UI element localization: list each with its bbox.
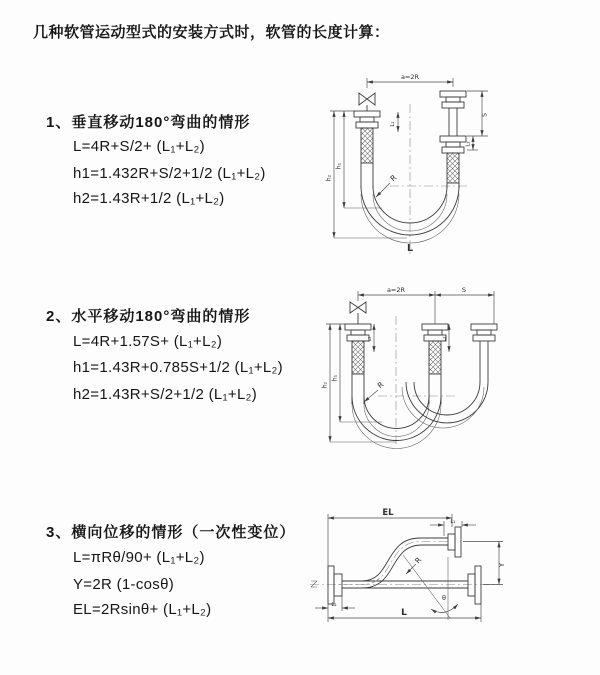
d2-dim-label-l1: L₁ [366,336,373,342]
section-3-heading: 3、横向位移的情形（一次性变位） [46,524,296,541]
section-3-formula-l: L=πRθ/90+ (L₁+L₂) [73,549,205,566]
d3-centerline-break-mark [311,581,317,587]
section-2-formula-h2: h2=1.43R+S/2+1/2 (L₁+L₂) [73,386,258,403]
d1-valve-icon [359,93,375,111]
section-3-formula-y: Y=2R (1-cosθ) [73,576,175,593]
d1-dim-label-l1: L₁ [390,121,396,127]
d2-dim-label-a2r: a=2R [386,286,406,294]
page-title: 几种软管运动型式的安装方式时，软管的长度计算： [33,24,390,41]
d3-hose-assembly [328,527,481,620]
d2-braid-left [352,341,364,374]
d2-braid-middle [429,341,441,374]
d1-dim-label-s: S [481,113,489,117]
d3-angle-label: θ [442,594,446,602]
d3-dim-label-l2: L₂ [331,602,337,608]
d2-dim-label-l2: L₂ [441,336,448,342]
d1-braid-right [447,153,459,183]
section-1-heading: 1、垂直移动180°弯曲的情形 [46,114,251,131]
d3-dim-label-y: Y [498,562,506,568]
d2-dim-label-s: S [461,286,467,294]
section-1-formula-h1: h1=1.432R+S/2+1/2 (L₁+L₂) [73,165,266,182]
d1-dimensions [326,73,489,254]
d3-dim-label-l1: L₁ [450,519,456,525]
diagram-1-vertical-180-bend [310,66,600,266]
diagram-3-lateral-displacement [298,498,598,650]
d1-length-label: L [406,243,414,254]
d1-braid-left [361,128,373,163]
section-2-formula-l: L=4R+1.57S+ (L₁+L₂) [73,333,223,350]
section-2-heading: 2、水平移动180°弯曲的情形 [46,308,251,325]
d2-hose-assembly [345,302,497,449]
section-1-formula-l: L=4R+S/2+ (L₁+L₂) [73,138,205,155]
d3-centerlines [310,581,498,587]
d2-dim-label-h2: h₂ [321,381,329,389]
diagram-2-horizontal-180-bend [308,282,600,452]
d1-dim-label-h1: h₁ [335,162,343,170]
d3-radius-label: R [412,555,424,566]
d1-dim-label-l2: L₂ [465,141,472,147]
d2-dim-label-h1: h₁ [331,374,339,382]
section-1-formula-h2: h2=1.43R+1/2 (L₁+L₂) [73,190,225,207]
d2-radius-label: R [375,379,386,391]
d2-dimensions [322,286,495,442]
section-3-formula-el: EL=2Rsinθ+ (L₁+L₂) [73,601,212,618]
d3-length-label: L [401,608,407,618]
d3-dim-label-el: EL [382,508,394,518]
d1-dim-label-h2: h₂ [325,174,333,182]
d2-valve-icon [350,302,366,324]
section-2-formula-h1: h1=1.43R+0.785S+1/2 (L₁+L₂) [73,359,283,376]
d1-dim-label-a2r: a=2R [400,73,420,81]
d1-radius-label: R [388,172,399,184]
